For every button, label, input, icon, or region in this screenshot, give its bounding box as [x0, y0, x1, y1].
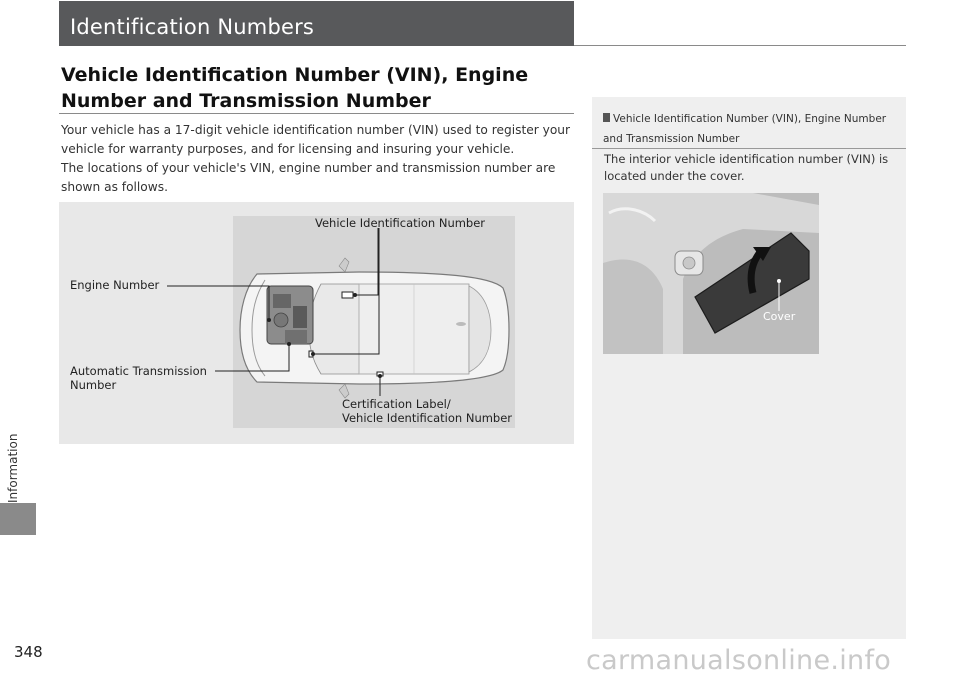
page-header — [59, 1, 574, 46]
transmission-number-callout — [70, 364, 207, 392]
vin-windshield-marker — [342, 292, 353, 298]
mirror — [339, 384, 349, 398]
transmission-callout-line: Number — [70, 378, 117, 392]
cover-leader-dot — [777, 279, 781, 283]
body-paragraph: The locations of your vehicle's VIN, engine number and transmission number are shown as follows. — [61, 161, 556, 194]
vin-cover-photo — [603, 193, 819, 354]
engine-part — [274, 313, 288, 327]
vin-callout: Vehicle Identification Number — [315, 216, 486, 230]
leader-dot — [353, 293, 357, 297]
leader-dot — [378, 374, 382, 378]
roof-detail — [456, 322, 466, 326]
engine-part — [273, 294, 291, 308]
note-rule — [592, 148, 906, 149]
reference-marker-icon — [603, 113, 610, 122]
cover-photo-illustration — [603, 193, 819, 354]
section-title: Vehicle Identification Number (VIN), Engine Number and Transmission Number — [61, 64, 529, 112]
watermark: carmanualsonline.info — [586, 645, 892, 676]
mirror — [339, 258, 349, 272]
leader-dot — [287, 342, 291, 346]
certification-label-callout — [342, 397, 512, 425]
side-tab-strip — [0, 0, 36, 678]
header-rule — [574, 45, 906, 46]
body-paragraph: Your vehicle has a 17-digit vehicle identification number (VIN) used to register your vehicle for warranty purposes, and for licensing and insuring your vehicle. — [61, 123, 571, 156]
section-side-label: Information — [6, 433, 20, 503]
leader-dot — [311, 352, 315, 356]
vehicle-diagram — [59, 202, 574, 444]
buckle-button — [683, 257, 695, 269]
leader-dot — [267, 318, 271, 322]
engine-number-callout: Engine Number — [70, 278, 160, 292]
page-title: Identification Numbers — [70, 15, 315, 39]
page-number: 348 — [14, 643, 43, 661]
note-title-text: Vehicle Identification Number (VIN), Engine Number and Transmission Number — [603, 113, 887, 145]
cert-callout-line: Vehicle Identification Number — [342, 411, 513, 425]
transmission-housing — [285, 330, 307, 344]
section-rule — [59, 113, 574, 114]
note-text: The interior vehicle identification number (VIN) is located under the cover. — [604, 152, 889, 183]
engine-part — [293, 306, 307, 328]
note-title — [603, 109, 899, 149]
cover-callout: Cover — [763, 310, 796, 323]
transmission-callout-line: Automatic Transmission — [70, 364, 207, 378]
section-side-tab — [0, 503, 36, 535]
cert-callout-line: Certification Label/ — [342, 397, 451, 411]
body-text — [61, 121, 576, 197]
note-box — [592, 97, 906, 639]
